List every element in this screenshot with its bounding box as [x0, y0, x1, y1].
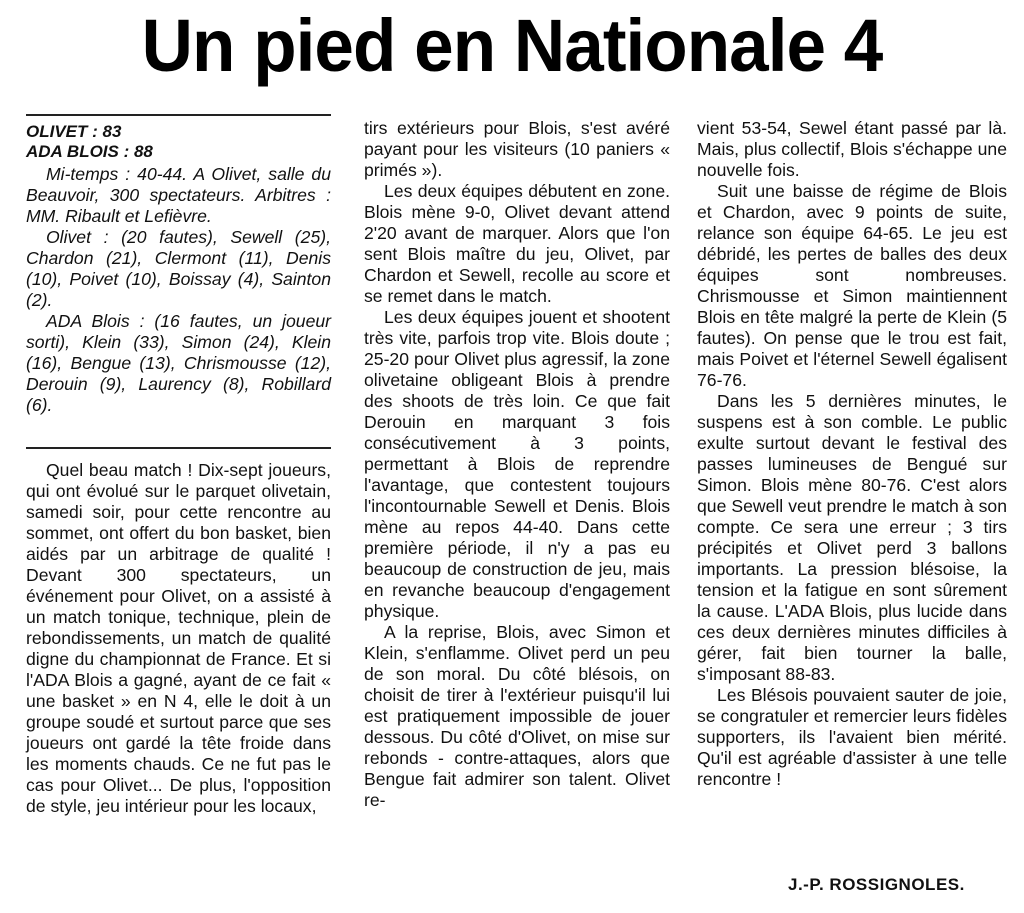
column-3: [697, 118, 1007, 790]
result-box: [26, 164, 331, 416]
article-paragraph: tirs extérieurs pour Blois, s'est avéré payant pour les visiteurs (10 paniers « primés »).: [364, 118, 670, 180]
column-2: [364, 118, 670, 811]
score-away: ADA BLOIS : 88: [26, 142, 153, 161]
blois-lineup: ADA Blois : (16 fautes, un joueur sorti), Klein (33), Simon (24), Klein (16), Bengue (13), Chrismousse (12), Derouin (9), Laurency (8), Robillard (6).: [26, 311, 331, 415]
score-home: OLIVET : 83: [26, 122, 122, 141]
article-paragraph: Les deux équipes jouent et shootent très vite, parfois trop vite. Blois doute ; 25-20 pour Olivet plus agressif, la zone olivetaine obligeant Blois à prendre des shoots de très loin. Ce que fait Derouin en marquant 3 fois consécutivement à 3 points, permettant à Blois de reprendre l'avantage, que contestent toujours l'incontournable Sewell et Denis. Blois mène au repos 44-40. Dans cette première période, il n'y a pas eu beaucoup de construction de jeu, mais en revanche beaucoup d'engagement physique.: [364, 307, 670, 621]
olivet-lineup: Olivet : (20 fautes), Sewell (25), Chardon (21), Clermont (11), Denis (10), Poivet (10), Boissay (4), Sainton (2).: [26, 227, 331, 310]
box-bottom-rule: [26, 447, 331, 449]
article-paragraph: A la reprise, Blois, avec Simon et Klein, s'enflamme. Olivet perd un peu de son moral. Du côté blésois, on choisit de tirer à l'extérieur puisqu'il lui est pratiquement impossible de jouer dessous. Du côté d'Olivet, on mise sur rebonds - contre-attaques, alors que Bengue fait admirer son talent. Olivet re-: [364, 622, 670, 810]
article-paragraph: Dans les 5 dernières minutes, le suspens est à son comble. Le public exulte surtout devant le festival des passes lumineuses de Bengué sur Simon. Blois mène 80-76. C'est alors que Sewell veut prendre le match à son compte. Ce sera une erreur ; 3 tirs précipités et Olivet perd 3 ballons importants. La pression blésoise, la tension et la fatigue en sont sûrement la cause. L'ADA Blois, plus lucide dans ces deux dernières minutes difficiles à gérer, fait bien tourner la balle, s'imposant 88-83.: [697, 391, 1007, 684]
article-paragraph: vient 53-54, Sewel étant passé par là. Mais, plus collectif, Blois s'échappe une nouvelle fois.: [697, 118, 1007, 180]
column-1: [26, 118, 331, 816]
article-paragraph: Les Blésois pouvaient sauter de joie, se congratuler et remercier leurs fidèles supporters, ils l'avaient bien mérité. Qu'il est agréable d'assister à une telle rencontre !: [697, 685, 1007, 789]
box-top-rule: [26, 114, 331, 116]
headline: Un pied en Nationale 4: [141, 4, 883, 87]
match-details: Mi-temps : 40-44. A Olivet, salle du Beauvoir, 300 spectateurs. Arbitres : MM. Ribault et Lefièvre.: [26, 164, 331, 226]
article-paragraph: Quel beau match ! Dix-sept joueurs, qui ont évolué sur le parquet olivetain, samedi soir, pour cette rencontre au sommet, ont offert du bon basket, bien aidés par un arbitrage de qualité ! Devant 300 spectateurs, un événement pour Olivet, on a assisté à un match tonique, technique, plein de rebondissements, un match de qualité digne du championnat de France. Et si l'ADA Blois a gagné, ayant de ce fait « une basket » en N 4, elle le doit à un groupe soudé et surtout parce que ses joueurs ont gardé la tête froide dans les moments chauds. Ce ne fut pas le cas pour Olivet... De plus, l'opposition de style, jeu intérieur pour les locaux,: [26, 460, 331, 816]
byline: J.-P. ROSSIGNOLES.: [788, 875, 965, 894]
article-paragraph: Les deux équipes débutent en zone. Blois mène 9-0, Olivet devant attend 2'20 avant de marquer. Alors que l'on sent Blois maître du jeu, Olivet, par Chardon et Sewell, recolle au score et se remet dans le match.: [364, 181, 670, 306]
article-column-1: [26, 460, 331, 817]
article-paragraph: Suit une baisse de régime de Blois et Chardon, avec 9 points de suite, relance son équipe 64-65. Le jeu est débridé, les pertes de balles des deux équipes sont nombreuses. Chrismousse et Simon maintiennent Blois en tête malgré la perte de Klein (5 fautes). On pense que le trou est fait, mais Poivet et l'éternel Sewell égalisent 76-76.: [697, 181, 1007, 390]
